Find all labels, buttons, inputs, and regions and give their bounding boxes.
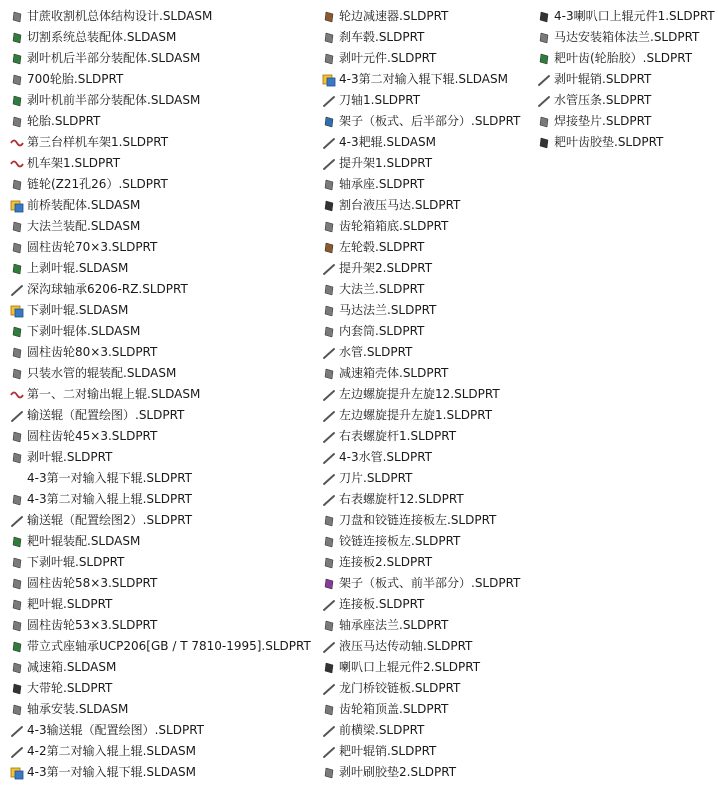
file-item[interactable]	[322, 153, 520, 174]
file-name: 轮胎.SLDPRT	[27, 114, 101, 128]
file-item[interactable]	[10, 426, 311, 447]
file-name: 输送辊（配置绘图）.SLDPRT	[27, 408, 185, 422]
part-gray-icon	[10, 178, 24, 192]
file-item[interactable]	[537, 48, 715, 69]
file-name: 齿轮箱箱底.SLDPRT	[339, 219, 449, 233]
file-item[interactable]	[322, 552, 520, 573]
part-gray-icon	[10, 367, 24, 381]
part-line-icon	[322, 157, 336, 171]
part-line-icon	[322, 640, 336, 654]
file-item[interactable]	[322, 321, 520, 342]
part-red-icon	[10, 388, 24, 402]
file-item[interactable]	[10, 510, 311, 531]
file-item[interactable]	[322, 300, 520, 321]
file-item[interactable]	[10, 111, 311, 132]
file-item[interactable]	[537, 111, 715, 132]
file-item[interactable]	[10, 699, 311, 720]
file-column-2	[322, 6, 520, 783]
file-name: 左轮毂.SLDPRT	[339, 240, 425, 254]
part-brown-icon	[322, 241, 336, 255]
file-item[interactable]	[322, 237, 520, 258]
part-green-icon	[537, 52, 551, 66]
file-item[interactable]	[322, 195, 520, 216]
file-name: 剥叶机前半部分装配体.SLDASM	[27, 93, 201, 107]
part-line-icon	[10, 409, 24, 423]
file-item[interactable]	[322, 657, 520, 678]
file-item[interactable]	[322, 699, 520, 720]
part-dark-icon	[10, 682, 24, 696]
file-name: 耙叶辊装配.SLDASM	[27, 534, 141, 548]
part-brown-icon	[322, 10, 336, 24]
part-red-icon	[10, 136, 24, 150]
file-item[interactable]	[10, 216, 311, 237]
file-item[interactable]	[10, 384, 311, 405]
file-item[interactable]	[10, 741, 311, 762]
part-dark-icon	[537, 10, 551, 24]
part-gray-icon	[322, 619, 336, 633]
file-item[interactable]	[322, 489, 520, 510]
file-name: 4-3第一对输入辊下辊.SLDASM	[27, 765, 196, 779]
file-name: 下剥叶辊.SLDPRT	[27, 555, 125, 569]
file-item[interactable]	[10, 447, 311, 468]
part-gray-icon	[322, 220, 336, 234]
file-name: 减速箱.SLDASM	[27, 660, 117, 674]
file-name: 4-3水管.SLDPRT	[339, 450, 432, 464]
file-item[interactable]	[10, 636, 311, 657]
file-name: 架子（板式、后半部分）.SLDPRT	[339, 114, 521, 128]
file-item[interactable]	[10, 6, 311, 27]
file-item[interactable]	[322, 531, 520, 552]
part-gray-icon	[10, 346, 24, 360]
file-name: 剥叶机后半部分装配体.SLDASM	[27, 51, 201, 65]
part-gray-icon	[10, 703, 24, 717]
file-item[interactable]	[10, 720, 311, 741]
file-item[interactable]	[322, 447, 520, 468]
file-name: 左边螺旋提升左旋1.SLDPRT	[339, 408, 493, 422]
file-item[interactable]	[10, 258, 311, 279]
part-gray-icon	[322, 31, 336, 45]
file-item[interactable]	[10, 195, 311, 216]
file-name: 水管压条.SLDPRT	[554, 93, 652, 107]
part-line-icon	[322, 262, 336, 276]
file-item[interactable]	[322, 174, 520, 195]
file-name: 第一、二对输出辊上辊.SLDASM	[27, 387, 201, 401]
file-name: 左边螺旋提升左旋12.SLDPRT	[339, 387, 500, 401]
file-name: 右表螺旋杆12.SLDPRT	[339, 492, 464, 506]
file-name: 4-3耙辊.SLDASM	[339, 135, 436, 149]
file-name: 轴承座.SLDPRT	[339, 177, 425, 191]
file-name: 内套筒.SLDPRT	[339, 324, 425, 338]
file-name: 耙叶齿(轮胎胶）.SLDPRT	[554, 51, 693, 65]
file-name: 前桥装配体.SLDASM	[27, 198, 141, 212]
file-item[interactable]	[322, 426, 520, 447]
file-item[interactable]	[10, 237, 311, 258]
file-item[interactable]	[10, 573, 311, 594]
part-line-icon	[322, 409, 336, 423]
part-dark-icon	[322, 199, 336, 213]
file-name: 前横梁.SLDPRT	[339, 723, 425, 737]
file-item[interactable]	[537, 6, 715, 27]
file-item[interactable]	[10, 531, 311, 552]
file-name: 4-3喇叭口上辊元件1.SLDPRT	[554, 9, 715, 23]
file-name: 只装水管的辊装配.SLDASM	[27, 366, 177, 380]
file-name: 4-3第一对输入辊下辊.SLDPRT	[27, 471, 192, 485]
file-item[interactable]	[537, 69, 715, 90]
file-item[interactable]	[10, 69, 311, 90]
file-item[interactable]	[322, 342, 520, 363]
part-line-icon	[537, 73, 551, 87]
part-gray-icon	[10, 661, 24, 675]
part-green-icon	[10, 94, 24, 108]
part-gray-icon	[322, 367, 336, 381]
part-line-icon	[322, 493, 336, 507]
file-item[interactable]	[322, 615, 520, 636]
file-item[interactable]	[322, 216, 520, 237]
file-name: 刀片.SLDPRT	[339, 471, 413, 485]
file-name: 剥叶辊销.SLDPRT	[554, 72, 652, 86]
file-item[interactable]	[322, 90, 520, 111]
file-item[interactable]	[10, 48, 311, 69]
file-item[interactable]	[322, 363, 520, 384]
file-item[interactable]	[10, 279, 311, 300]
file-name: 连接板.SLDPRT	[339, 597, 425, 611]
file-name: 齿轮箱顶盖.SLDPRT	[339, 702, 449, 716]
part-gray-icon	[322, 535, 336, 549]
part-line-icon	[10, 724, 24, 738]
file-item[interactable]	[10, 468, 311, 489]
file-name: 大带轮.SLDPRT	[27, 681, 113, 695]
part-gray-icon	[10, 493, 24, 507]
file-item[interactable]	[537, 27, 715, 48]
file-name: 下剥叶辊体.SLDASM	[27, 324, 141, 338]
part-purple-icon	[322, 577, 336, 591]
assembly-yellow-icon	[322, 73, 336, 87]
file-name: 700轮胎.SLDPRT	[27, 72, 124, 86]
file-name: 刀轴1.SLDPRT	[339, 93, 421, 107]
file-name: 圆柱齿轮58×3.SLDPRT	[27, 576, 158, 590]
part-line-icon	[322, 598, 336, 612]
file-item[interactable]	[322, 132, 520, 153]
part-red-icon	[10, 157, 24, 171]
part-line-icon	[322, 346, 336, 360]
assembly-yellow-icon	[10, 766, 24, 780]
part-gray-icon	[10, 10, 24, 24]
file-item[interactable]	[10, 342, 311, 363]
part-line-icon	[322, 745, 336, 759]
part-line-icon	[322, 724, 336, 738]
file-item[interactable]	[10, 762, 311, 783]
file-column-3	[537, 6, 715, 153]
part-gray-icon	[322, 178, 336, 192]
assembly-yellow-icon	[10, 304, 24, 318]
part-gray-icon	[322, 703, 336, 717]
file-item[interactable]	[10, 132, 311, 153]
part-gray-icon	[10, 619, 24, 633]
file-name: 割台液压马达.SLDPRT	[339, 198, 461, 212]
file-item[interactable]	[10, 405, 311, 426]
file-column-1	[10, 6, 311, 783]
part-gray-icon	[10, 241, 24, 255]
file-name: 喇叭口上辊元件2.SLDPRT	[339, 660, 481, 674]
part-gray-icon	[10, 73, 24, 87]
part-line-icon	[322, 451, 336, 465]
file-name: 铰链连接板左.SLDPRT	[339, 534, 461, 548]
file-item[interactable]	[322, 48, 520, 69]
part-gray-icon	[322, 283, 336, 297]
file-name: 带立式座轴承UCP206[GB / T 7810-1995].SLDPRT	[27, 639, 311, 653]
part-gray-icon	[10, 430, 24, 444]
file-name: 4-2第二对输入辊上辊.SLDASM	[27, 744, 196, 758]
file-item[interactable]	[10, 552, 311, 573]
part-gray-icon	[322, 304, 336, 318]
file-item[interactable]	[10, 594, 311, 615]
part-green-icon	[10, 52, 24, 66]
part-gray-icon	[322, 52, 336, 66]
file-item[interactable]	[10, 174, 311, 195]
file-name: 甘蔗收割机总体结构设计.SLDASM	[27, 9, 213, 23]
file-name: 切割系统总装配体.SLDASM	[27, 30, 177, 44]
file-name: 下剥叶辊.SLDASM	[27, 303, 129, 317]
file-item[interactable]	[322, 27, 520, 48]
file-name: 马达安装箱体法兰.SLDPRT	[554, 30, 700, 44]
part-dark-icon	[537, 136, 551, 150]
file-item[interactable]	[10, 489, 311, 510]
file-name: 轴承安装.SLDASM	[27, 702, 129, 716]
file-item[interactable]	[10, 300, 311, 321]
part-gray-icon	[537, 115, 551, 129]
file-name: 剥叶元件.SLDPRT	[339, 51, 437, 65]
part-line-icon	[10, 745, 24, 759]
file-item[interactable]	[322, 6, 520, 27]
part-line-icon	[322, 388, 336, 402]
file-name: 4-3输送辊（配置绘图）.SLDPRT	[27, 723, 204, 737]
file-item[interactable]	[322, 279, 520, 300]
file-item[interactable]	[10, 363, 311, 384]
file-name: 大法兰装配.SLDASM	[27, 219, 141, 233]
file-name: 剥叶辊.SLDPRT	[27, 450, 113, 464]
part-line-icon	[537, 94, 551, 108]
part-line-icon	[322, 136, 336, 150]
file-item[interactable]	[10, 615, 311, 636]
file-item[interactable]	[537, 90, 715, 111]
file-item[interactable]	[322, 69, 520, 90]
file-item[interactable]	[322, 573, 520, 594]
file-name: 输送辊（配置绘图2）.SLDPRT	[27, 513, 193, 527]
file-name: 马达法兰.SLDPRT	[339, 303, 437, 317]
part-gray-icon	[10, 451, 24, 465]
file-item[interactable]	[322, 741, 520, 762]
part-gray-icon	[10, 577, 24, 591]
file-item[interactable]	[322, 258, 520, 279]
assembly-yellow-icon	[10, 199, 24, 213]
part-gray-icon	[10, 220, 24, 234]
part-dark-icon	[322, 661, 336, 675]
part-green-icon	[10, 262, 24, 276]
part-green-icon	[10, 535, 24, 549]
file-name: 水管.SLDPRT	[339, 345, 413, 359]
file-name: 刹车毂.SLDPRT	[339, 30, 425, 44]
part-line-icon	[322, 682, 336, 696]
file-item[interactable]	[322, 468, 520, 489]
file-name: 圆柱齿轮80×3.SLDPRT	[27, 345, 158, 359]
file-name: 提升架2.SLDPRT	[339, 261, 433, 275]
file-item[interactable]	[10, 27, 311, 48]
file-name: 液压马达传动轴.SLDPRT	[339, 639, 473, 653]
file-item[interactable]	[10, 321, 311, 342]
file-name: 右表螺旋杆1.SLDPRT	[339, 429, 457, 443]
file-name: 圆柱齿轮45×3.SLDPRT	[27, 429, 158, 443]
part-green-icon	[10, 640, 24, 654]
part-gray-icon	[10, 598, 24, 612]
blank-icon	[10, 472, 24, 486]
file-name: 圆柱齿轮53×3.SLDPRT	[27, 618, 158, 632]
file-name: 耙叶辊.SLDPRT	[27, 597, 113, 611]
file-item[interactable]	[322, 111, 520, 132]
file-name: 链轮(Z21孔26）.SLDPRT	[27, 177, 168, 191]
file-name: 4-3第二对输入辊下辊.SLDASM	[339, 72, 508, 86]
file-item[interactable]	[322, 720, 520, 741]
file-item[interactable]	[10, 657, 311, 678]
file-item[interactable]	[322, 636, 520, 657]
part-line-icon	[322, 430, 336, 444]
part-line-icon	[322, 472, 336, 486]
file-item[interactable]	[322, 762, 520, 783]
file-name: 剥叶刷胶垫2.SLDPRT	[339, 765, 457, 779]
file-name: 耙叶辊销.SLDPRT	[339, 744, 437, 758]
file-name: 深沟球轴承6206-RZ.SLDPRT	[27, 282, 188, 296]
part-line-icon	[10, 514, 24, 528]
file-name: 减速箱壳体.SLDPRT	[339, 366, 449, 380]
file-name: 架子（板式、前半部分）.SLDPRT	[339, 576, 521, 590]
part-green-icon	[10, 31, 24, 45]
part-line-icon	[10, 283, 24, 297]
file-item[interactable]	[322, 510, 520, 531]
part-gray-icon	[322, 766, 336, 780]
file-name: 上剥叶辊.SLDASM	[27, 261, 129, 275]
file-item[interactable]	[10, 678, 311, 699]
file-item[interactable]	[10, 153, 311, 174]
part-blue-icon	[322, 115, 336, 129]
file-item[interactable]	[322, 678, 520, 699]
file-name: 提升架1.SLDPRT	[339, 156, 433, 170]
file-item[interactable]	[322, 594, 520, 615]
part-line-icon	[322, 94, 336, 108]
file-name: 焊接垫片.SLDPRT	[554, 114, 652, 128]
file-name: 大法兰.SLDPRT	[339, 282, 425, 296]
file-name: 龙门桥铰链板.SLDPRT	[339, 681, 461, 695]
part-gray-icon	[10, 556, 24, 570]
file-item[interactable]	[537, 132, 715, 153]
part-gray-icon	[322, 325, 336, 339]
part-gray-icon	[322, 514, 336, 528]
part-gray-icon	[10, 115, 24, 129]
file-name: 耙叶齿胶垫.SLDPRT	[554, 135, 664, 149]
file-item[interactable]	[10, 90, 311, 111]
file-name: 第三台样机车架1.SLDPRT	[27, 135, 169, 149]
part-gray-icon	[537, 31, 551, 45]
file-name: 4-3第二对输入辊上辊.SLDPRT	[27, 492, 192, 506]
file-name: 轴承座法兰.SLDPRT	[339, 618, 449, 632]
file-name: 轮边减速器.SLDPRT	[339, 9, 449, 23]
file-name: 圆柱齿轮70×3.SLDPRT	[27, 240, 158, 254]
file-name: 连接板2.SLDPRT	[339, 555, 433, 569]
file-name: 机车架1.SLDPRT	[27, 156, 121, 170]
file-item[interactable]	[322, 405, 520, 426]
part-green-icon	[10, 325, 24, 339]
file-name: 刀盘和铰链连接板左.SLDPRT	[339, 513, 497, 527]
part-gray-icon	[322, 556, 336, 570]
file-item[interactable]	[322, 384, 520, 405]
